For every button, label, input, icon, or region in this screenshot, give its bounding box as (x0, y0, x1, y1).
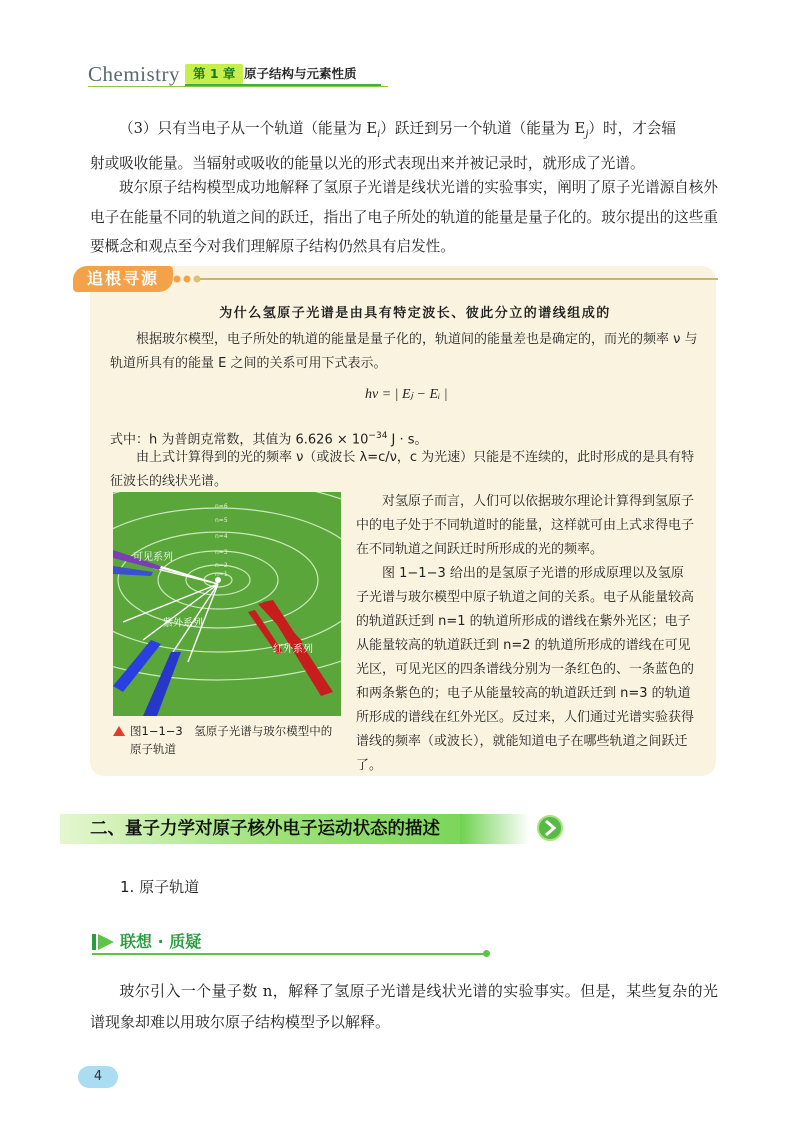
arrow-right-icon (537, 815, 563, 841)
lianxiang-icon (92, 932, 116, 952)
orbit-label-n3: n=3 (215, 549, 228, 556)
exponent: −34 (368, 431, 388, 441)
box-subtitle: 为什么氢原子光谱是由具有特定波长、彼此分立的谱线组成的 (219, 306, 611, 321)
orbit-label-n2: n=2 (215, 562, 228, 569)
box-paragraph-3: 由上式计算得到的光的频率 ν（或波长 λ=c/ν，c 为光速）只能是不连续的，此时形成的是具有特征波长的线状光谱。 (110, 450, 695, 489)
chapter-chip: 第 1 章 (185, 64, 243, 84)
box-tab-label: 追根寻源 (73, 266, 173, 292)
lianxiang-rule (92, 953, 485, 955)
orbit-label-n6: n=6 (215, 503, 228, 510)
lianxiang-dot (483, 950, 490, 957)
lianxiang-title: 联想 · 质疑 (120, 932, 202, 951)
box-rule (200, 278, 718, 280)
bohr-model-figure (113, 492, 341, 716)
box-right-column (356, 490, 696, 778)
chapter-title: 原子结构与元素性质 (244, 66, 357, 81)
orbit-label-n5: n=5 (215, 517, 228, 524)
header-rule-accent (185, 84, 381, 86)
subscript-j: j (585, 128, 589, 140)
ir-series-label: 红外系列 (273, 644, 313, 655)
bohr-model-diagram (113, 492, 341, 716)
box-p2-text: 式中：h 为普朗克常数，其值为 6.626 × 10 (110, 432, 369, 448)
subsection-heading: 1. 原子轨道 (120, 878, 200, 896)
uv-series-label: 紫外系列 (163, 618, 203, 629)
intro-p1-text-a: （3）只有当电子从一个轨道（能量为 E (119, 120, 378, 137)
box-right-paragraph-2: 图 1−1−3 给出的是氢原子光谱的形成原理以及氢原子光谱与玻尔模型中原子轨道之间的关系。电子从能量较高的轨道跃迁到 n=1 的轨道所形成的谱线在紫外光区；电子从能量较高的轨道跃迁到 n=2 的轨道所形成的谱线在可见光区，可见光区的四条谱线分别为一条红色的、一条蓝色的和两条紫色的；电子从能量较高的轨道跃迁到 n=3 的轨道所形成的谱线在红外光区。反过来，人们通过光谱实验获得谱线的频率（或波长），就能知道电子在哪些轨道之间跃迁了。 (356, 566, 695, 773)
intro-p2-text: 玻尔原子结构模型成功地解释了氢原子光谱是线状光谱的实验事实，阐明了原子光谱源自核外电子在能量不同的轨道之间的跃迁，指出了电子所处的轨道的能量是量子化的。玻尔提出的这些重要概念和观点至今对我们理解原子结构仍然具有启发性。 (90, 179, 718, 255)
subscript-i: i (377, 128, 381, 140)
orbit-label-n4: n=4 (215, 533, 228, 540)
page-number: 4 (78, 1066, 118, 1088)
formula: hν = | Eⱼ − Eᵢ | (365, 387, 448, 402)
box-paragraph-1: 根据玻尔模型，电子所处的轨道的能量是量子化的，轨道间的能量差也是确定的，而光的频率 ν 与轨道所具有的能量 E 之间的关系可用下式表示。 (110, 332, 698, 371)
box-right-paragraph-1: 对氢原子而言，人们可以依据玻尔理论计算得到氢原子中的电子处于不同轨道时的能量，这样就可由上式求得电子在不同轨道之间跃迁时所形成的光的频率。 (356, 494, 695, 557)
caption-line-2: 原子轨道 (130, 742, 176, 756)
visible-series-label: 可见系列 (133, 552, 173, 563)
box-p2-unit: J · s。 (387, 432, 428, 448)
figure-caption (113, 722, 345, 758)
lianxiang-paragraph (90, 976, 718, 1038)
intro-paragraph-1 (90, 114, 718, 179)
book-name: Chemistry (88, 62, 180, 86)
orbit-label-n1: n=1 (215, 571, 228, 578)
lianxiang-text: 玻尔引入一个量子数 n，解释了氢原子光谱是线状光谱的实验事实。但是，某些复杂的光谱现象却难以用玻尔原子结构模型予以解释。 (90, 982, 718, 1031)
caption-marker-icon (113, 726, 125, 736)
intro-p1-text-d: 射或吸收能量。当辐射或吸收的能量以光的形式表现出来并被记录时，就形成了光谱。 (90, 155, 645, 173)
caption-line-1: 图1−1−3 氢原子光谱与玻尔模型中的 (130, 724, 333, 738)
intro-paragraph-2 (90, 173, 718, 262)
header-rule (88, 86, 388, 87)
intro-p1-text-c: ）时，才会辐 (588, 120, 676, 137)
intro-p1-text-b: ）跃迁到另一个轨道（能量为 E (380, 120, 586, 137)
section-title: 二、量子力学对原子核外电子运动状态的描述 (90, 819, 440, 839)
section-banner-fade (460, 814, 530, 844)
